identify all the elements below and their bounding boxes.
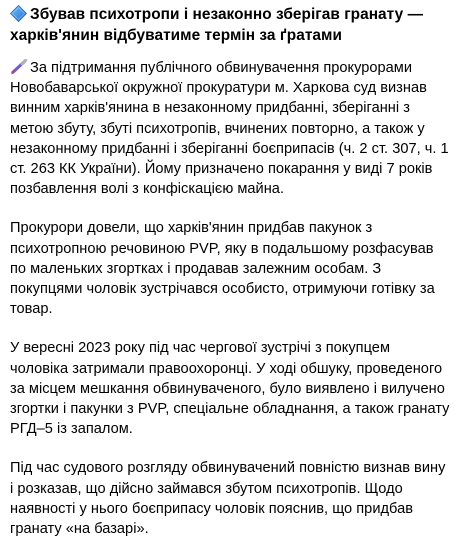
paragraph-1-text: За підтримання публічного обвинувачення прокурорами Новобаварської окружної прокуратури м. Харкова суд визнав винним харків'янина в незаконному придбанні, зберіганні з метою збуту, збуті психотропів, вчинених повторно, а також у незаконному придбанні і зберіганні боєприпасів (ч. 2 ст. 307, ч. 1 ст. 263 КК України). Йому призначено покарання у виді 7 років позбавлення волі з конфіскацією майна.: [10, 60, 449, 198]
post-headline-text: Збував психотропи і незаконно зберігав гранату — харків'янин відбуватиме термін за ґратами: [10, 6, 424, 44]
paintbrush-icon: [10, 59, 28, 75]
paragraph-4-text: Під час судового розгляду обвинувачений повністю визнав вину і розказав, що дійсно займався збутом психотропів. Щодо наявності у нього боєприпасу чоловік пояснив, що придбав гранату «на базарі».: [10, 460, 446, 538]
paragraph-2-text: Прокурори довели, що харків'янин придбав пакунок з психотропною речовиною PVP, яку в подальшому розфасував по маленьких згортках і продавав залежним особам. З покупцями чоловік зустрічався особисто, отримуючи готівку за товар.: [10, 220, 435, 318]
post-paragraph-2: [10, 218, 450, 319]
blue-diamond-icon: [10, 5, 27, 22]
post-headline: [10, 4, 450, 46]
post-paragraph-1: [10, 58, 450, 199]
post-paragraph-3: [10, 338, 450, 439]
paragraph-3-text: У вересні 2023 року під час чергової зустрічі з покупцем чоловіка затримали правоохоронці. У ході обшуку, проведеного за місцем мешкання обвинуваченого, було виявлено і вилучено згортки і пакунки з PVP, спеціальне обладнання, а також гранату РГД–5 із запалом.: [10, 340, 450, 438]
post-paragraph-4: [10, 458, 450, 539]
